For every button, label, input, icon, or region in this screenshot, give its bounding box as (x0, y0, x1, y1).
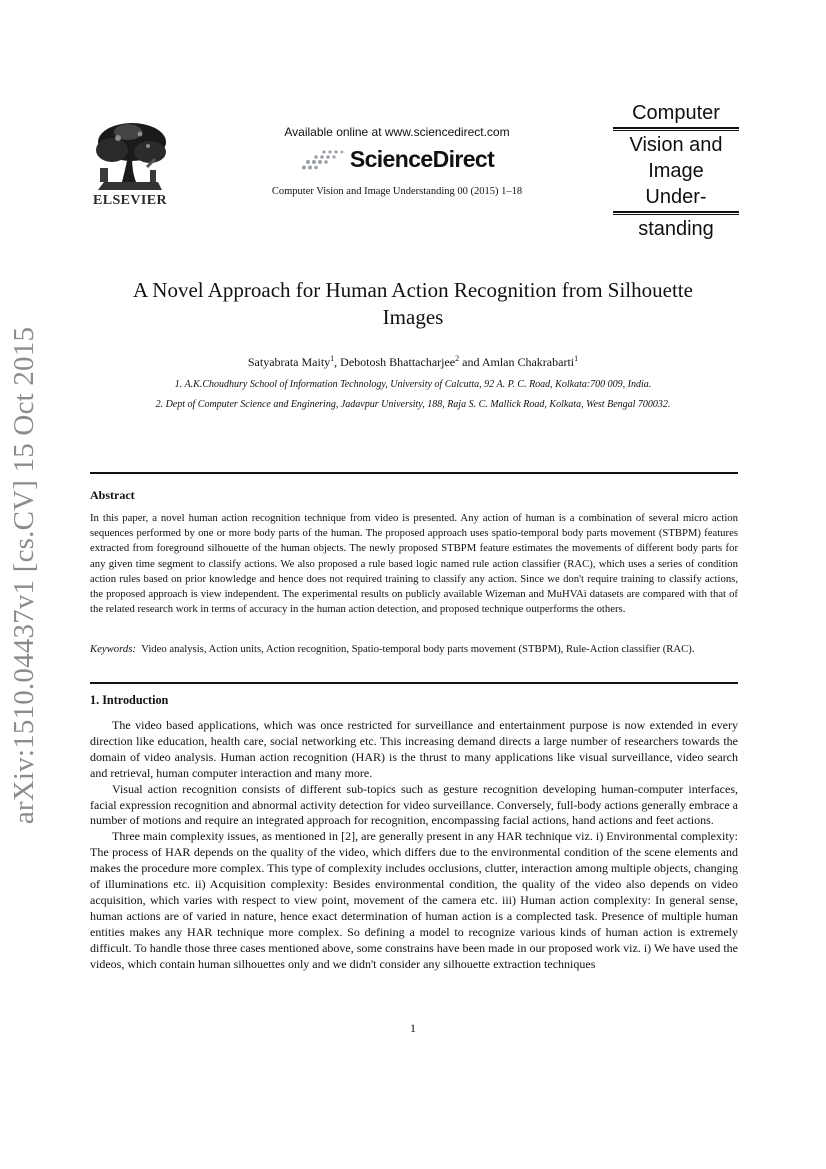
divider (90, 682, 738, 684)
abstract-heading: Abstract (90, 488, 135, 502)
available-online-text: Available online at www.sciencedirect.com (284, 125, 510, 139)
journal-title-box (613, 100, 739, 242)
arxiv-watermark (4, 326, 46, 824)
publisher-header (252, 125, 542, 197)
paper-title-line: A Novel Approach for Human Action Recognition from Silhouette (133, 278, 693, 302)
journal-title-line: Image (648, 160, 704, 183)
elsevier-tree-icon (88, 120, 172, 192)
page-number: 1 (410, 1021, 416, 1035)
author-list (60, 354, 766, 370)
divider (613, 214, 739, 216)
divider (613, 211, 739, 213)
journal-title-line: Under- (645, 186, 707, 209)
journal-title-line: Vision and (629, 134, 723, 157)
paper-title-line: Images (382, 305, 444, 329)
affiliation: 1. A.K.Choudhury School of Information Technology, University of Calcutta, 92 A. P. C. Road, Kolkata:700 009, India. (174, 379, 652, 390)
paragraph: Visual action recognition consists of different sub-topics such as gesture recognition developing human-computer interfaces, facial expression recognition and abnormal activity detection for video surveillance. Conversely, full-body actions generally embrace a number of motions and require an integrated approach for recognition, encompassing facial actions, hand actions and feet actions. (90, 781, 738, 828)
sciencedirect-wordmark: ScienceDirect (349, 146, 495, 172)
journal-title-line: Computer (632, 102, 720, 124)
elsevier-logo (88, 120, 172, 209)
paragraph: The video based applications, which was once restricted for surveillance and entertainment purpose is now extended in every direction like education, health care, social networking etc. This increasing demand directs a large number of researchers towards the domain of video analysis. Human action recognition (HAR) is the thrust to many applications like visual surveillance, video search and retrieval, human computer interaction and many more. (90, 718, 738, 780)
abstract-text: In this paper, a novel human action recognition technique from video is presented. Any action of human is a combination of several micro action sequences performed by one or more body parts of the human. The proposed approach uses spatio-temporal body parts movement (STBPM) features extracted from foreground silhouette of the human objects. The newly proposed STBPM feature estimates the movements of different body parts for any given time segment to classify actions. We also proposed a rule based logic named rule action classifier (RAC), which uses a series of condition action rules based on prior knowledge and hence does not required training to classify any action. Since we don't require training to classify actions, the proposed approach is view independent. The experimental results on publicly available Wizeman and MuHVAi datasets are compared with that of the related research work in terms of accuracy in the human action detection, and proposed technique outperforms the others. (90, 512, 738, 616)
author-name: Satyabrata Maity (247, 355, 331, 369)
keywords (90, 642, 738, 657)
divider (613, 130, 739, 132)
keywords-text: Video analysis, Action units, Action recognition, Spatio-temporal body parts movement (STBPM), Rule-Action classifier (RAC). (141, 643, 695, 655)
journal-citation: Computer Vision and Image Understanding 00 (2015) 1–18 (271, 186, 523, 197)
elsevier-wordmark: ELSEVIER (92, 193, 167, 208)
sciencedirect-logo (252, 146, 542, 173)
journal-title-line: standing (638, 218, 714, 241)
author-separator: , (334, 355, 341, 369)
affiliation: 2. Dept of Computer Science and Enginering, Jadavpur University, 188, Raja S. C. Mallick Road, Kolkata, West Bengal 700032. (155, 399, 671, 410)
paragraph: Three main complexity issues, as mentioned in [2], are generally present in any HAR technique viz. i) Environmental complexity: The process of HAR depends on the quality of the video, which differs due to the environmental condition of the scene elements and makes the procedure more complex. This type of complexity includes occlusions, clutter, interaction among multiple objects, changing of illuminations etc. ii) Acquisition complexity: Besides environmental condition, the quality of the video also depends on video acquisition, which varies with respect to view point, movement of the camera etc. iii) Human action complexity: In general sense, human actions are of varied in nature, hence exact determination of human action is a complected task. Presence of multiple human entities makes any HAR technique more complex. So defining a model to recognize various kinds of human action is extremely difficult. To handle those three cases mentioned above, some constrains have been made in our proposed work viz. i) We have used the videos, which contain human silhouettes only and we didn't consider any silhouette extraction techniques (90, 829, 738, 971)
introduction-body (90, 718, 738, 973)
divider (90, 472, 738, 474)
author-affiliation-mark: 1 (330, 354, 335, 363)
author-name: Debotosh Bhattacharjee (340, 355, 456, 369)
divider (613, 127, 739, 129)
sciencedirect-dots-icon (300, 149, 344, 171)
arxiv-id: arXiv:1510.04437v1 [cs.CV] 15 Oct 2015 (8, 326, 41, 824)
author-name: Amlan Chakrabarti (481, 355, 575, 369)
author-separator: and (459, 355, 482, 369)
section-heading: 1. Introduction (90, 693, 169, 707)
keywords-label: Keywords: (90, 643, 136, 655)
paper-title (60, 277, 766, 331)
author-affiliation-mark: 1 (574, 354, 579, 363)
author-affiliation-mark: 2 (455, 354, 460, 363)
